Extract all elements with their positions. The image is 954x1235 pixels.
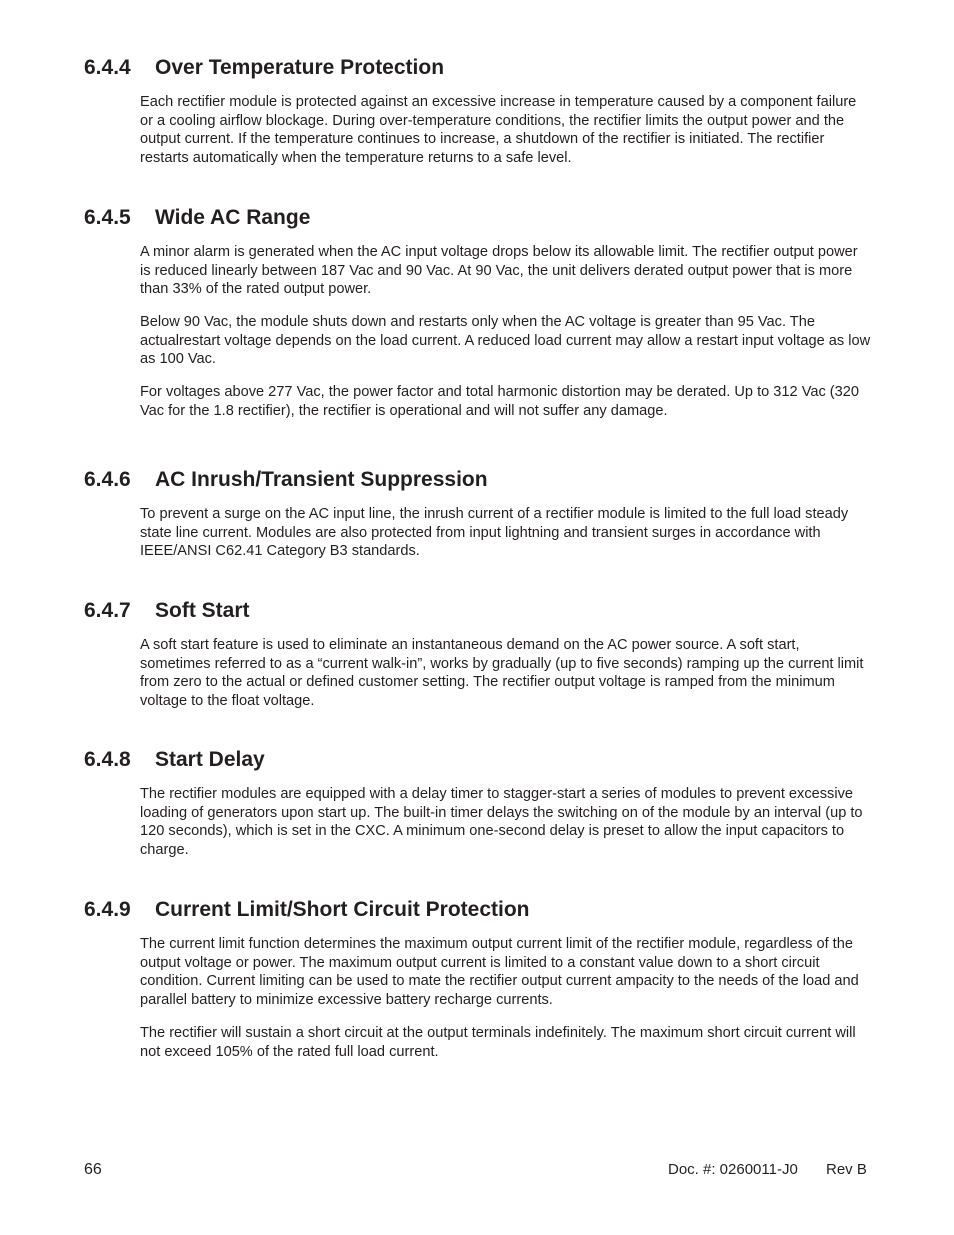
paragraph: The rectifier modules are equipped with a delay timer to stagger-start a series of modules to prevent excessive loading of generators upon start up. The built-in timer delays the switching on of the module by an interval (up to 120 seconds), which is set in the CXC. A minimum one-second delay is preset to allow the input capacitors to charge.: [140, 786, 863, 859]
section-heading: [84, 55, 444, 81]
section-title: AC Inrush/Transient Suppression: [155, 468, 488, 491]
section-heading: [84, 598, 250, 624]
paragraph: A soft start feature is used to eliminate an instantaneous demand on the AC power source. A soft start, sometimes referred to as a “current walk-in”, works by gradually (up to five seconds) ramping up the current limit from zero to the actual or defined customer setting. The rectifier output voltage is ramped from the minimum voltage to the float voltage.: [140, 637, 864, 710]
section-title: Over Temperature Protection: [155, 56, 445, 79]
section-heading: [84, 897, 530, 923]
section-number: 6.4.7: [84, 599, 131, 622]
section-heading: [84, 747, 265, 773]
paragraph: Each rectifier module is protected against an excessive increase in temperature caused by a component failure or a cooling airflow blockage. During over-temperature conditions, the rectifier limits the output power and the output current. If the temperature continues to increase, a shutdown of the rectifier is initiated. The rectifier restarts automatically when the temperature returns to a safe level.: [140, 94, 857, 167]
section-title: Start Delay: [155, 748, 265, 771]
section-number: 6.4.5: [84, 206, 131, 229]
section-number: 6.4.6: [84, 468, 131, 491]
paragraph: For voltages above 277 Vac, the power factor and total harmonic distortion may be derated. Up to 312 Vac (320 Vac for the 1.8 rectifier), the rectifier is operational and will not suffer any damage.: [140, 384, 860, 419]
section-title: Wide AC Range: [155, 206, 311, 229]
section-title: Soft Start: [155, 599, 250, 622]
paragraph: The rectifier will sustain a short circuit at the output terminals indefinitely. The maximum short circuit current will not exceed 105% of the rated full load current.: [140, 1025, 856, 1060]
page-number: 66: [84, 1161, 102, 1178]
section-heading: [84, 205, 310, 231]
paragraph: To prevent a surge on the AC input line, the inrush current of a rectifier module is limited to the full load steady state line current. Modules are also protected from input lightning and transient surges in accordance with IEEE/ANSI C62.41 Category B3 standards.: [140, 506, 849, 560]
section-number: 6.4.9: [84, 898, 131, 921]
document-number: Doc. #: 0260011-J0: [668, 1161, 798, 1178]
section-heading: [84, 467, 488, 493]
section-number: 6.4.4: [84, 56, 131, 79]
section-title: Current Limit/Short Circuit Protection: [155, 898, 530, 921]
revision-label: Rev B: [826, 1161, 867, 1178]
paragraph: Below 90 Vac, the module shuts down and restarts only when the AC voltage is greater than 95 Vac. The actualrestart voltage depends on the load current. A reduced load current may allow a restart input voltage as low as 100 Vac.: [140, 314, 871, 368]
paragraph: The current limit function determines the maximum output current limit of the rectifier module, regardless of the output voltage or power. The maximum output current is limited to a constant value down to a short circuit condition. Current limiting can be used to mate the rectifier output current ampacity to the needs of the load and parallel battery to minimize excessive battery recharge currents.: [140, 936, 859, 1009]
section-number: 6.4.8: [84, 748, 131, 771]
paragraph: A minor alarm is generated when the AC input voltage drops below its allowable limit. The rectifier output power is reduced linearly between 187 Vac and 90 Vac. At 90 Vac, the unit delivers derated output power that is more than 33% of the rated output power.: [140, 244, 858, 298]
